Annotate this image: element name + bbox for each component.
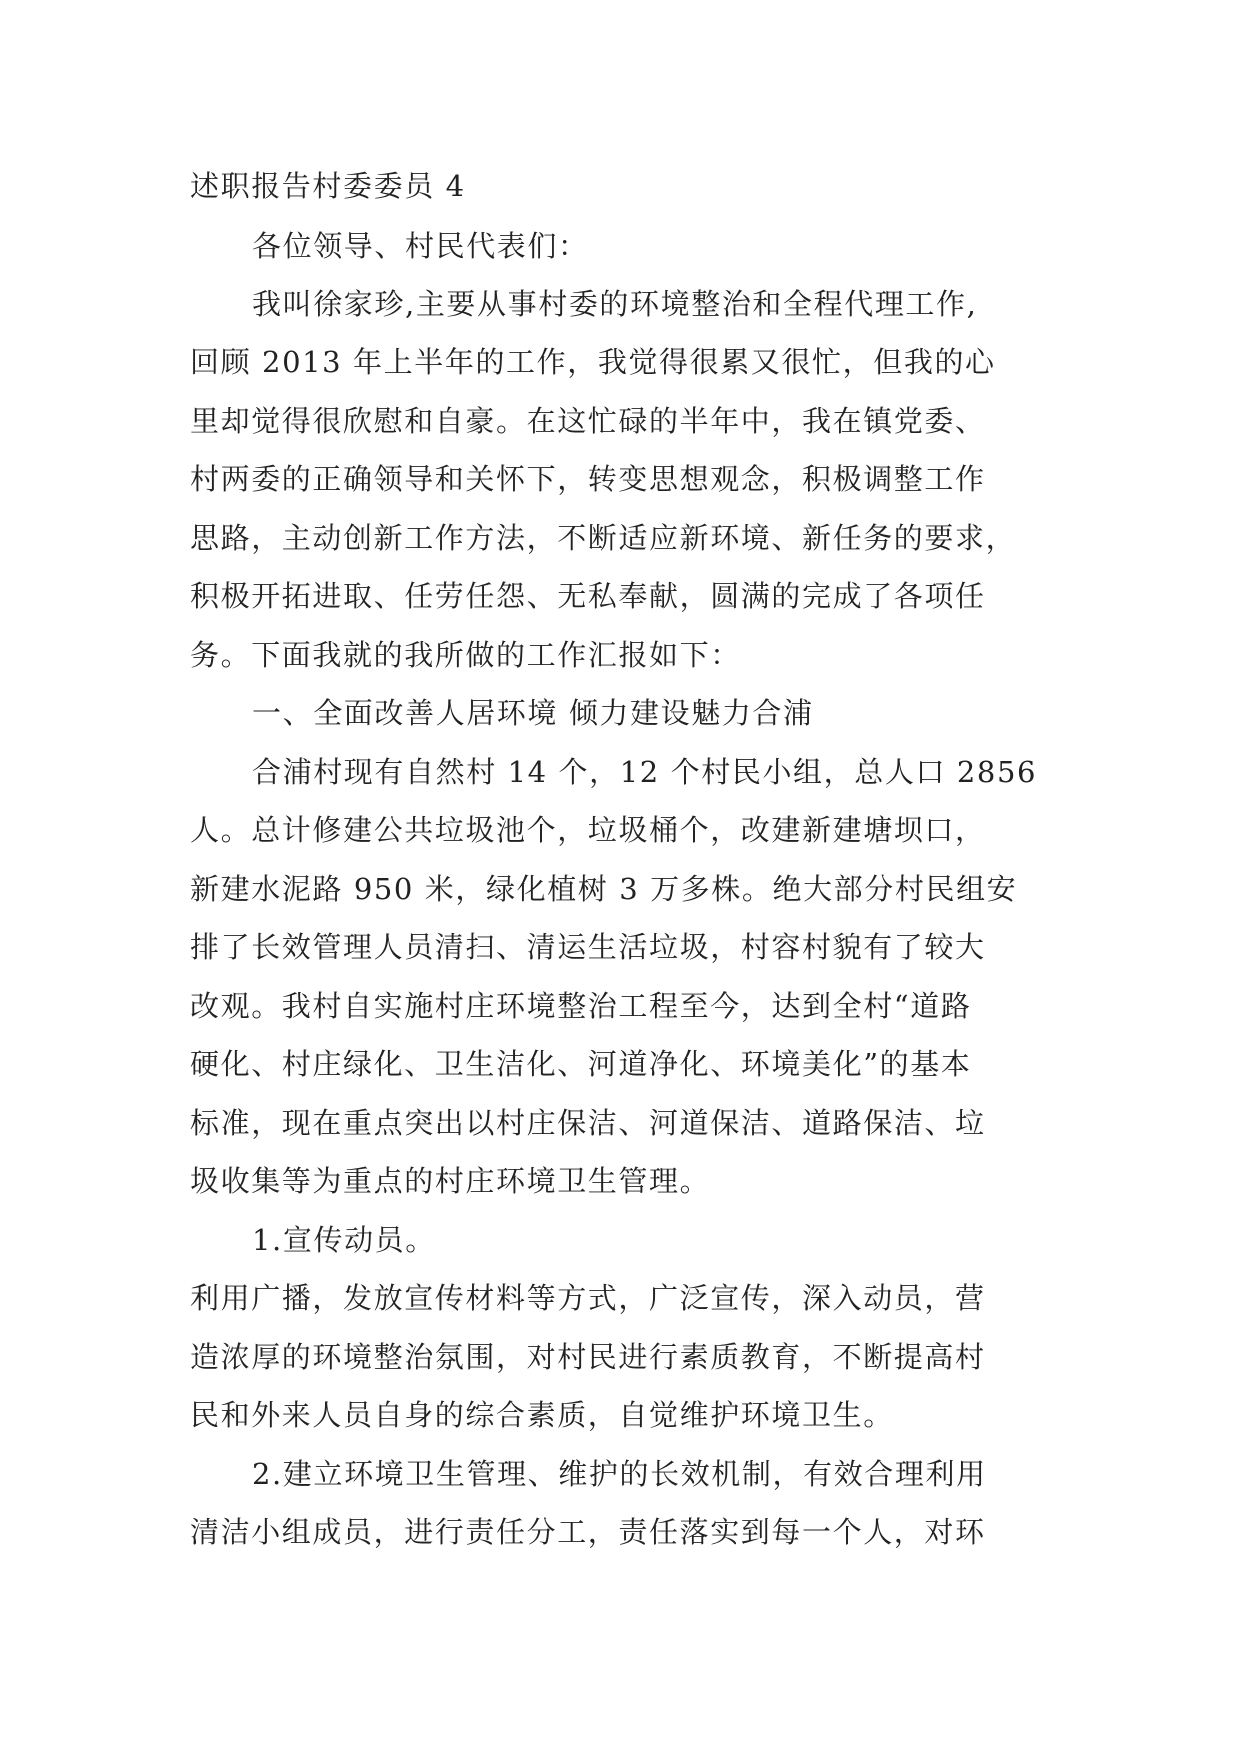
paragraph-line: 改观。我村自实施村庄环境整治工程至今，达到全村“道路 — [190, 989, 972, 1023]
paragraph-line: 清洁小组成员，进行责任分工，责任落实到每一个人，对环 — [190, 1515, 986, 1549]
paragraph-line: 民和外来人员自身的综合素质，自觉维护环境卫生。 — [190, 1398, 894, 1432]
paragraph-line: 人。总计修建公共垃圾池个，垃圾桶个，改建新建塘坝口， — [190, 813, 986, 847]
paragraph-line: 回顾 2013 年上半年的工作，我觉得很累又很忙，但我的心 — [190, 345, 996, 379]
paragraph-line: 村两委的正确领导和关怀下，转变思想观念，积极调整工作 — [190, 462, 986, 496]
paragraph-line: 里却觉得很欣慰和自豪。在这忙碌的半年中，我在镇党委、 — [190, 404, 986, 438]
paragraph-line: 思路，主动创新工作方法，不断适应新环境、新任务的要求， — [190, 521, 1017, 555]
paragraph-line: 造浓厚的环境整治氛围，对村民进行素质教育，不断提高村 — [190, 1340, 986, 1374]
paragraph-line: 标准，现在重点突出以村庄保洁、河道保洁、道路保洁、垃 — [190, 1106, 986, 1140]
subsection-heading: 1.宣传动员。 — [252, 1223, 436, 1257]
paragraph-line: 硬化、村庄绿化、卫生洁化、河道净化、环境美化”的基本 — [190, 1047, 972, 1081]
paragraph-line: 务。下面我就的我所做的工作汇报如下： — [190, 638, 741, 672]
paragraph-line: 利用广播，发放宣传材料等方式，广泛宣传，深入动员，营 — [190, 1281, 986, 1315]
section-heading: 一、全面改善人居环境 倾力建设魅力合浦 — [252, 696, 814, 730]
salutation: 各位领导、村民代表们： — [252, 229, 589, 263]
paragraph-line: 圾收集等为重点的村庄环境卫生管理。 — [190, 1164, 711, 1198]
paragraph-line: 新建水泥路 950 米，绿化植树 3 万多株。绝大部分村民组安 — [190, 872, 1018, 906]
paragraph-line: 合浦村现有自然村 14 个，12 个村民小组，总人口 2856 — [252, 755, 1038, 789]
paragraph-line: 我叫徐家珍,主要从事村委的环境整治和全程代理工作, — [252, 287, 978, 321]
paragraph-line: 排了长效管理人员清扫、清运生活垃圾，村容村貌有了较大 — [190, 930, 986, 964]
paragraph-line: 积极开拓进取、任劳任怨、无私奉献，圆满的完成了各项任 — [190, 579, 986, 613]
document-title: 述职报告村委委员 4 — [190, 169, 466, 203]
subsection-heading: 2.建立环境卫生管理、维护的长效机制，有效合理利用 — [252, 1457, 987, 1491]
